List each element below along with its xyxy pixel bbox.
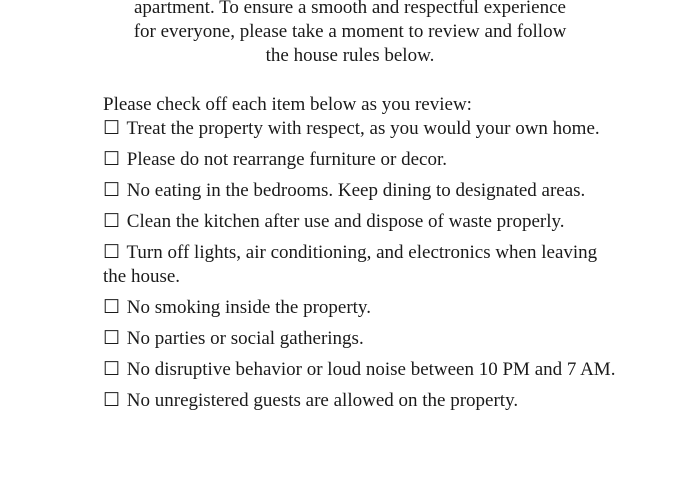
rule-text: No parties or social gatherings. xyxy=(126,328,364,349)
checkbox-icon[interactable]: ☐ xyxy=(103,390,121,411)
checkbox-icon[interactable]: ☐ xyxy=(103,297,121,318)
checkbox-icon[interactable]: ☐ xyxy=(103,180,121,201)
checkbox-icon[interactable]: ☐ xyxy=(103,211,121,232)
intro-line: apartment. To ensure a smooth and respectful experience xyxy=(134,0,566,18)
checkbox-icon[interactable]: ☐ xyxy=(103,359,121,380)
rule-item xyxy=(103,148,623,172)
intro-paragraph xyxy=(100,0,600,68)
checkbox-icon[interactable]: ☐ xyxy=(103,149,121,170)
rule-item xyxy=(103,358,623,382)
checklist-instruction: Please check off each item below as you review: xyxy=(103,94,472,115)
rule-text: Treat the property with respect, as you would your own home. xyxy=(126,118,600,139)
rule-item xyxy=(103,296,623,320)
intro-line: for everyone, please take a moment to review and follow xyxy=(133,21,567,42)
rule-item xyxy=(103,117,623,141)
checkbox-icon[interactable]: ☐ xyxy=(103,118,121,139)
rule-text: Turn off lights, air conditioning, and electronics when leaving the house. xyxy=(103,242,598,287)
rule-item xyxy=(103,241,623,289)
rule-item xyxy=(103,389,623,413)
checkbox-icon[interactable]: ☐ xyxy=(103,328,121,349)
rule-text: No unregistered guests are allowed on the property. xyxy=(126,390,519,411)
rule-text: No disruptive behavior or loud noise between 10 PM and 7 AM. xyxy=(126,359,616,380)
rule-text: No smoking inside the property. xyxy=(126,297,371,318)
house-rules-checklist xyxy=(103,93,623,420)
intro-line: the house rules below. xyxy=(265,45,435,66)
checkbox-icon[interactable]: ☐ xyxy=(103,242,121,263)
rule-item xyxy=(103,179,623,203)
rule-text: Please do not rearrange furniture or decor. xyxy=(126,149,448,170)
rule-text: No eating in the bedrooms. Keep dining to designated areas. xyxy=(126,180,586,201)
rule-item xyxy=(103,210,623,234)
rule-text: Clean the kitchen after use and dispose of waste properly. xyxy=(126,211,565,232)
rule-item xyxy=(103,327,623,351)
